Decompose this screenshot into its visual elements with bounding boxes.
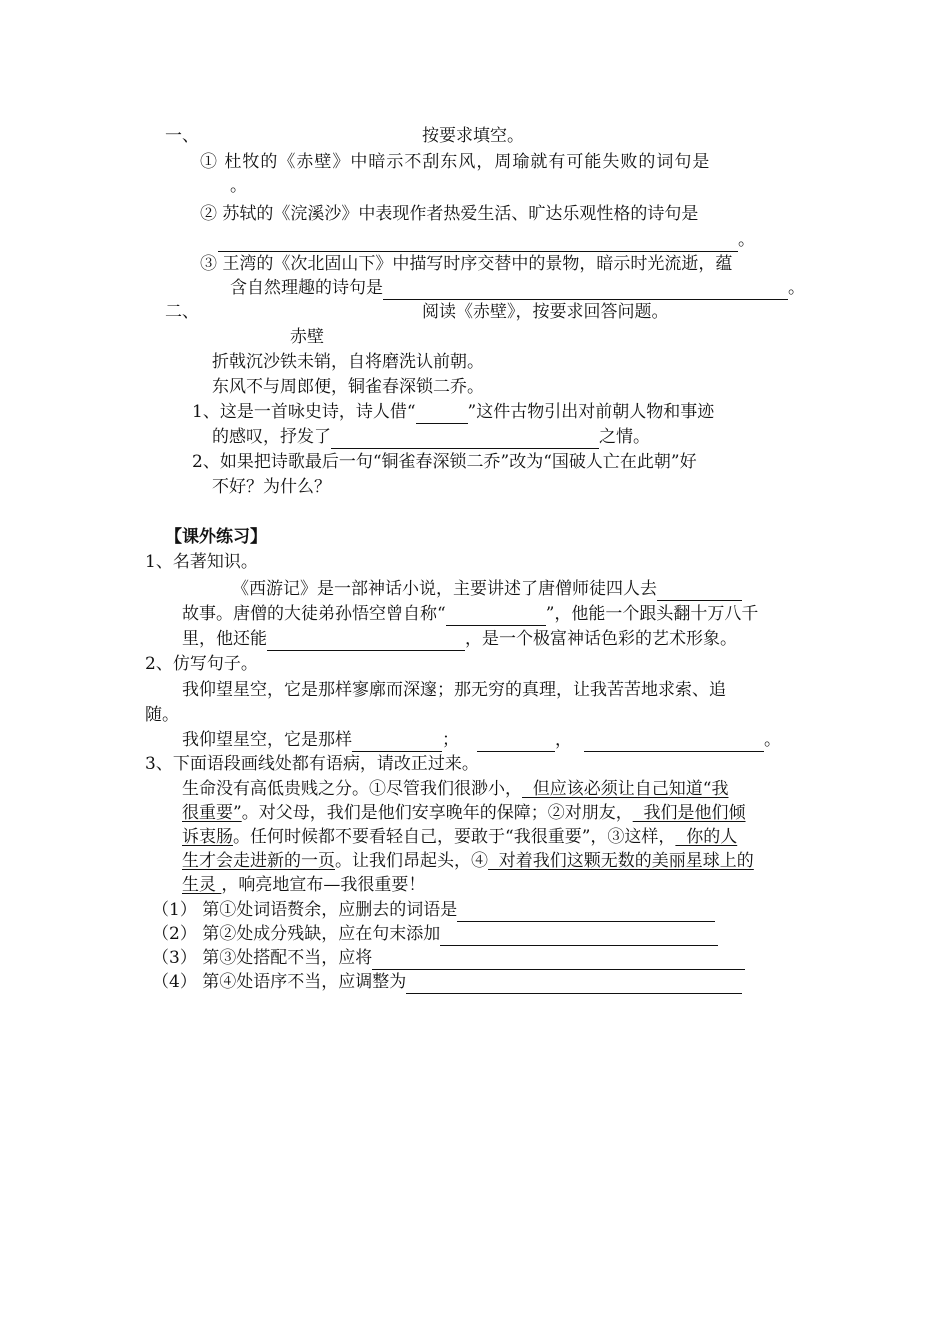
flawed-phrase-4-cont: 生灵 (182, 875, 222, 895)
flawed-phrase-3-cont: 生才会走进新的一页 (182, 851, 335, 871)
poem-title: 赤壁 (290, 327, 324, 347)
poem-line-1: 折戟沉沙铁未销，自将磨洗认前朝。 (212, 352, 484, 372)
poem-line-2: 东风不与周郎便，铜雀春深锁二乔。 (212, 377, 484, 397)
flawed-phrase-4: 对着我们这颗无数的美丽星球上的 (488, 851, 754, 871)
poem-q2-line1: 2、如果把诗歌最后一句“铜雀春深锁二乔”改为“国破人亡在此朝”好 (192, 452, 697, 472)
q1-text: ① 杜牧的《赤壁》中暗示不刮东风，周瑜就有可能失败的词句是 (200, 152, 711, 172)
e1-line1: 《西游记》是一部神话小说，主要讲述了唐僧师徒四人去 (232, 577, 742, 601)
flawed-phrase-1: 但应该必须让自己知道“我 (522, 779, 729, 799)
e1-blank-2[interactable] (446, 605, 546, 626)
e1-blank-1[interactable] (657, 580, 742, 601)
e3-sub-3: （3） 第③处搭配不当，应将 (152, 946, 745, 970)
poem-q1-line2: 的感叹，抒发了 之情。 (212, 427, 650, 447)
poem-q1-line1: 1、这是一首咏史诗，诗人借“ ”这件古物引出对前朝人物和事迹 (192, 402, 715, 422)
e2-blank-1[interactable] (352, 731, 442, 752)
q3-answer-line[interactable]: 含自然理趣的诗句是 。 (230, 278, 805, 298)
q2-answer-line[interactable]: 。 (218, 228, 755, 252)
section-one-heading: 按要求填空。 (422, 126, 524, 146)
e3-sub-2-blank[interactable] (440, 925, 718, 946)
poem-q1-blank-1[interactable] (416, 403, 468, 424)
e3-para-line1: 生命没有高低贵贱之分。①尽管我们很渺小， 但应该必须让自己知道“我 (182, 779, 729, 799)
e3-sub-2: （2） 第②处成分残缺，应在句末添加 (152, 922, 718, 946)
e3-para-line2: 很重要”。对父母，我们是他们安享晚年的保障；②对朋友， 我们是他们倾 (182, 803, 746, 823)
e2-title: 2、仿写句子。 (145, 654, 258, 674)
q3-text: ③ 王湾的《次北固山下》中描写时序交替中的景物，暗示时光流逝，蕴 (200, 254, 733, 274)
flawed-phrase-2-cont: 诉衷肠 (182, 827, 233, 847)
e3-sub-4: （4） 第④处语序不当，应调整为 (152, 970, 742, 994)
e3-para-line4: 生才会走进新的一页。让我们昂起头，④ 对着我们这颗无数的美丽星球上的 (182, 851, 754, 871)
poem-q2-line2: 不好？为什么？ (212, 477, 331, 497)
e3-sub-3-blank[interactable] (372, 949, 745, 970)
e2-example-line2: 随。 (145, 705, 179, 725)
e3-para-line5: 生灵 ，响亮地宣布—我很重要！ (182, 875, 426, 895)
e1-title: 1、名著知识。 (145, 552, 258, 572)
e1-line3: 里，他还能 ，是一个极富神话色彩的艺术形象。 (182, 629, 737, 649)
e3-sub-1: （1） 第①处词语赘余，应删去的词语是 (152, 898, 715, 922)
e1-blank-3[interactable] (267, 630, 465, 651)
q2-text: ② 苏轼的《浣溪沙》中表现作者热爱生活、旷达乐观性格的诗句是 (200, 204, 699, 224)
e2-blank-2[interactable] (477, 731, 555, 752)
e2-answer-line: 我仰望星空，它是那样 ； ， 。 (182, 730, 781, 750)
section-two-heading: 阅读《赤壁》，按要求回答问题。 (422, 302, 669, 322)
e2-blank-3[interactable] (584, 731, 764, 752)
flawed-phrase-1-cont: 很重要” (182, 803, 242, 823)
flawed-phrase-2: 我们是他们倾 (632, 803, 746, 823)
e3-sub-4-blank[interactable] (406, 973, 742, 994)
section-one-number: 一、 (165, 126, 199, 146)
e3-title: 3、下面语段画线处都有语病，请改正过来。 (145, 754, 479, 774)
e3-para-line3: 诉衷肠。任何时候都不要看轻自己，要敢于“我很重要”，③这样， 你的人 (182, 827, 738, 847)
e3-sub-1-blank[interactable] (457, 901, 715, 922)
q1-end: 。 (230, 176, 247, 196)
poem-q1-blank-2[interactable] (331, 428, 599, 449)
section-two-number: 二、 (165, 302, 199, 322)
e1-line2: 故事。唐僧的大徒弟孙悟空曾自称“ ”，他能一个跟头翻十万八千 (182, 604, 759, 624)
e2-example-line1: 我仰望星空，它是那样寥廓而深邃；那无穷的真理，让我苦苦地求索、追 (182, 680, 726, 700)
flawed-phrase-3: 你的人 (675, 827, 738, 847)
extra-heading: 【课外练习】 (165, 527, 267, 547)
